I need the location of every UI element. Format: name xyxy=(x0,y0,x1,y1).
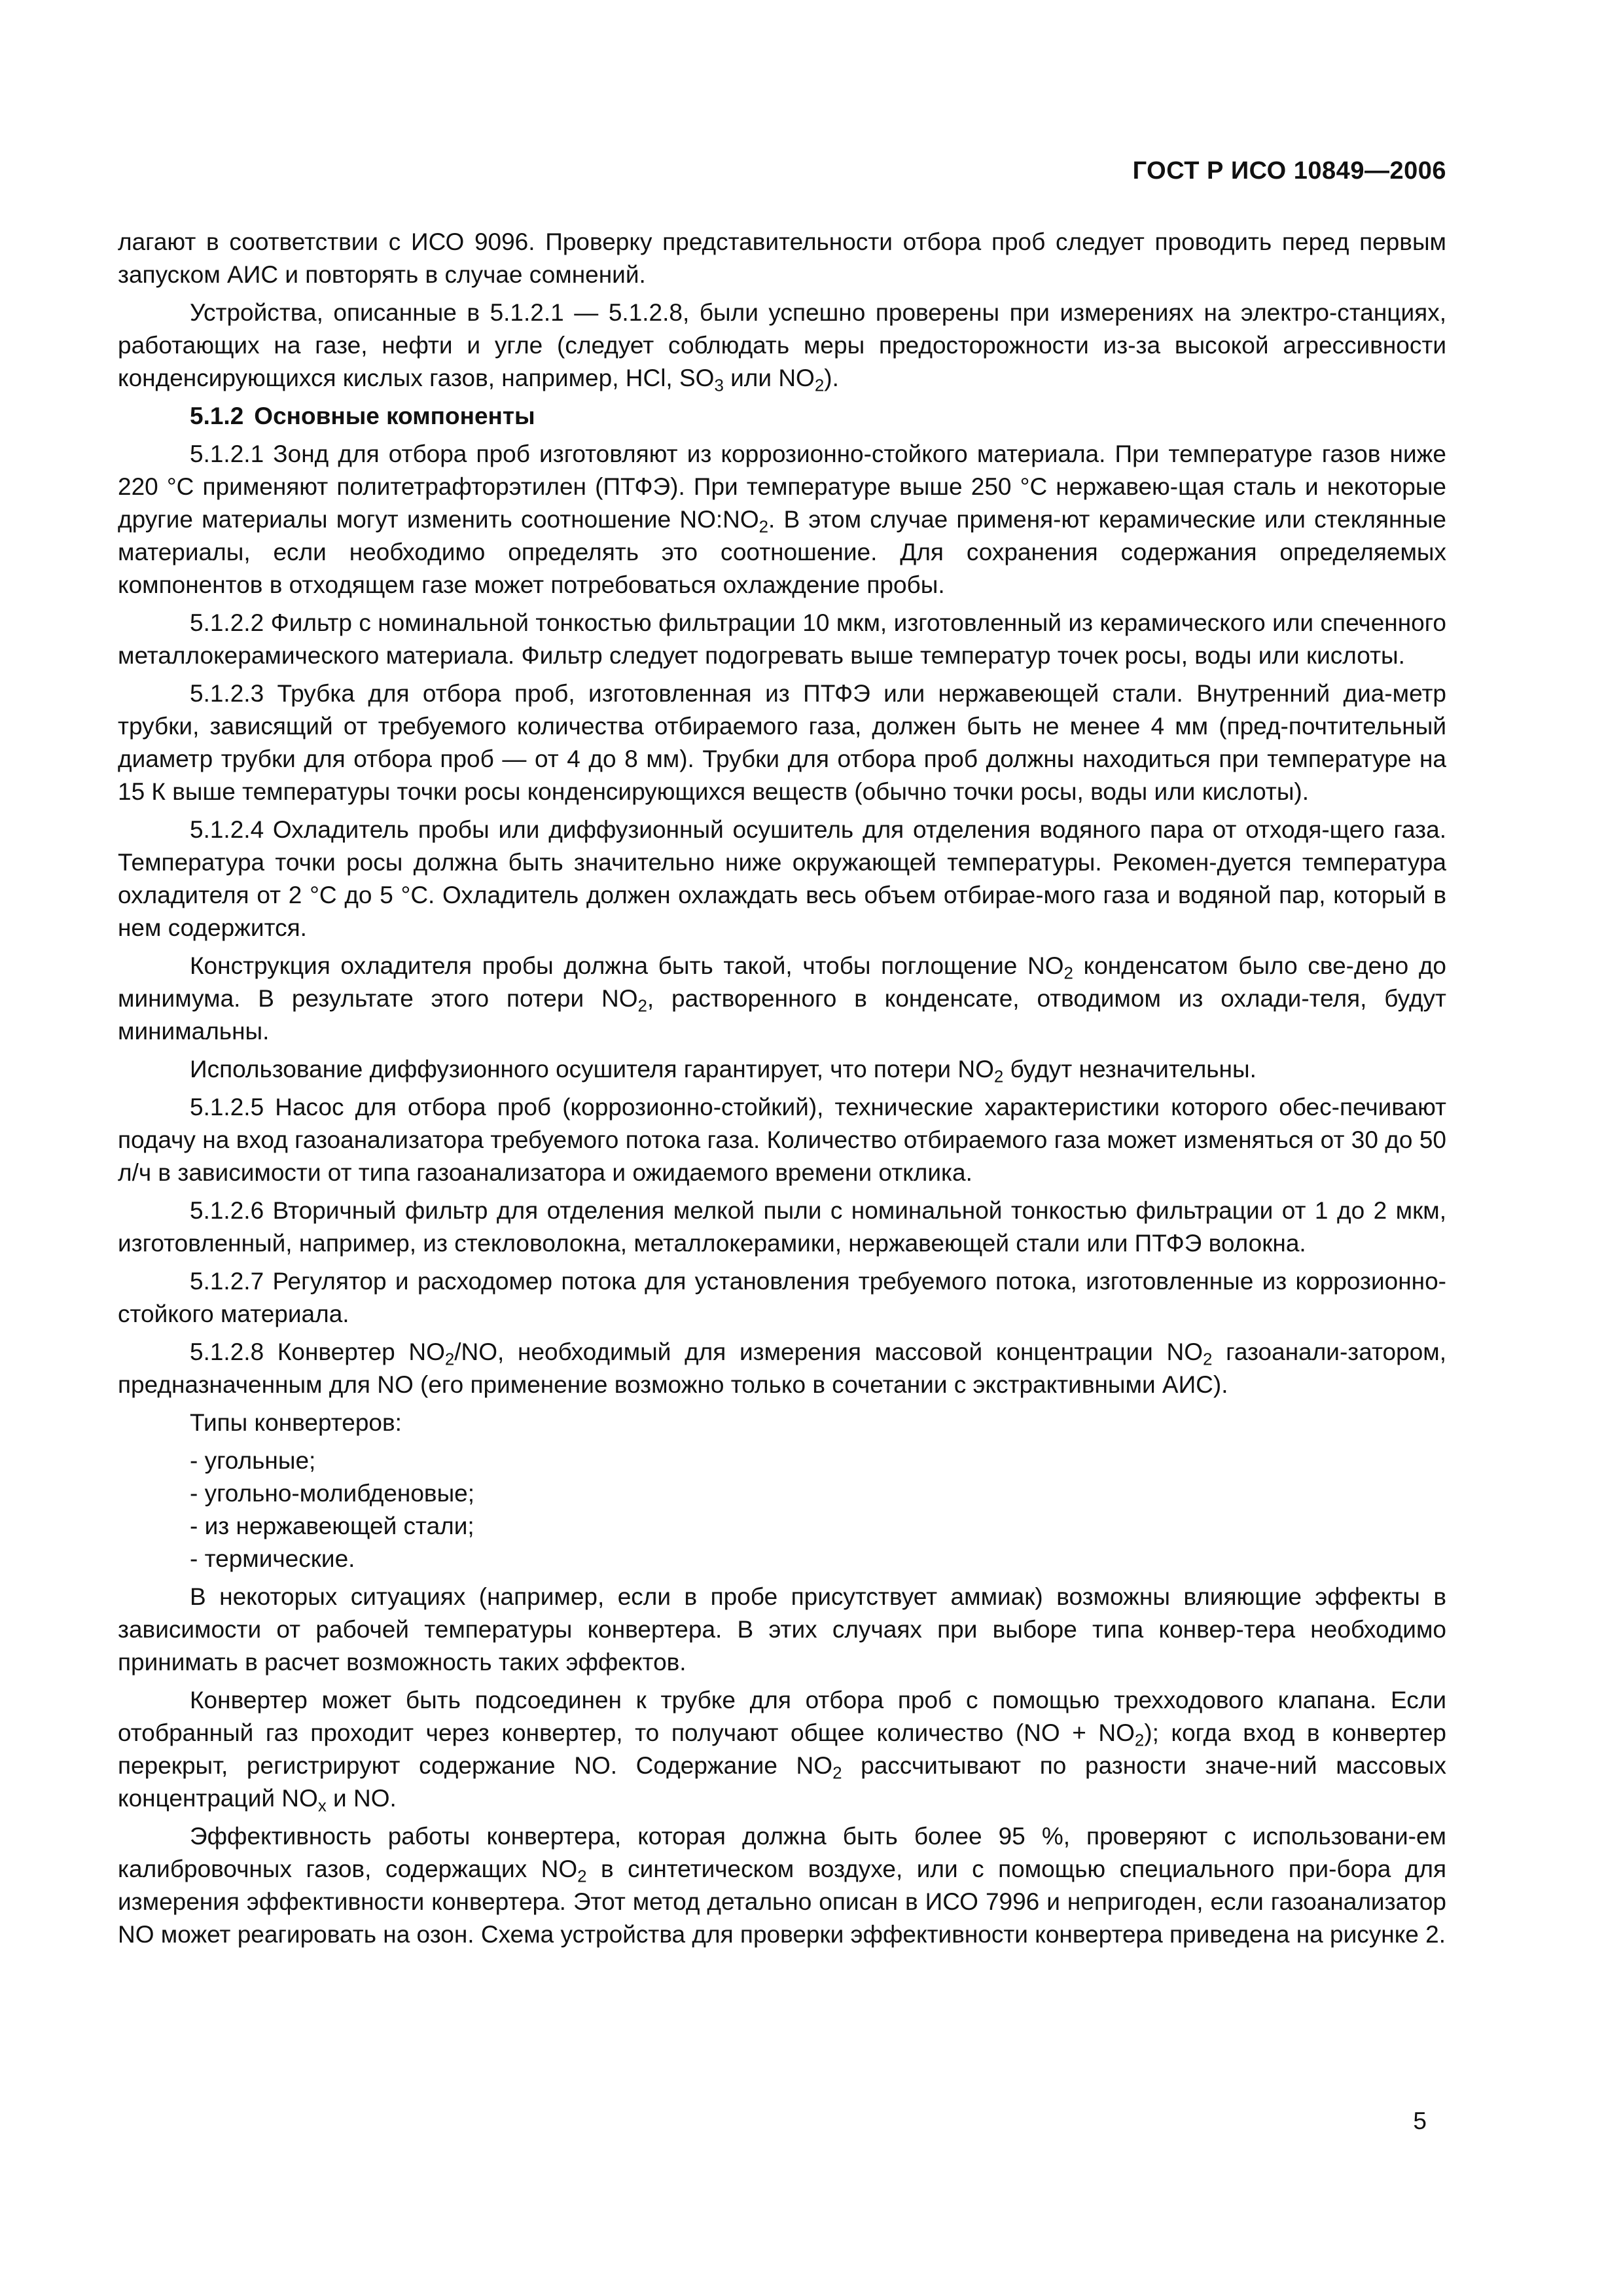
list-item: - угольно-молибденовые; xyxy=(190,1480,475,1507)
paragraph: 5.1.2.8 Конвертер $NO_2/NO$, необходимый для измерения массовой концентрации $NO_2$ газоанали-затором, предназначенным для NO (его применение возможно только в сочетании с экстрактивными АИС). xyxy=(118,1338,1446,1398)
paragraph: Конструкция охладителя пробы должна быть такой, чтобы поглощение $NO_2$ конденсатом было све-дено до минимума. В результате этого потери $NO_2$, растворенного в конденсате, отводимом из охлади-теля, будут минимальны. xyxy=(118,952,1446,1045)
paragraph: 5.1.2.5 Насос для отбора проб (коррозионно-стойкий), технические характеристики которого обес-печивают подачу на вход газоанализатора требуемого потока газа. Количество отбираемого газа может изменяться от 30 до 50 л/ч в зависимости от типа газоанализатора и ожидаемого времени отклика. xyxy=(118,1094,1446,1186)
paragraph: В некоторых ситуациях (например, если в пробе присутствует аммиак) возможны влияющие эффекты в зависимости от рабочей температуры конвертера. В этих случаях при выборе типа конвер-тера необходимо принимать в расчет возможность таких эффектов. xyxy=(118,1583,1446,1676)
page-number: 5 xyxy=(1413,2108,1427,2134)
paragraph: 5.1.2.6 Вторичный фильтр для отделения мелкой пыли с номинальной тонкостью фильтрации от 1 до 2 мкм, изготовленный, например, из стекловолокна, металлокерамики, нержавеющей стали или ПТФЭ волокна. xyxy=(118,1197,1446,1257)
paragraph: Устройства, описанные в 5.1.2.1 — 5.1.2.8, были успешно проверены при измерениях на электро-станциях, работающих на газе, нефти и угле (следует соблюдать меры предосторожности из-за высокой агрессивности конденсирующихся кислых газов, например, HCl, $SO_3$ или $NO_2$). xyxy=(118,299,1446,395)
paragraph: лагают в соответствии с ИСО 9096. Проверку представительности отбора проб следует проводить перед первым запуском АИС и повторять в случае сомнений. xyxy=(118,228,1446,288)
converter-types-list xyxy=(118,1444,1446,1575)
paragraph: 5.1.2.4 Охладитель пробы или диффузионный осушитель для отделения водяного пара от отходя-щего газа. Температура точки росы должна быть значительно ниже окружающей температуры. Рекомен-дуется температура охладителя от 2 °С до 5 °С. Охладитель должен охлаждать весь объем отбирае-мого газа и водяной пар, который в нем содержится. xyxy=(118,816,1446,941)
paragraph: 5.1.2.2 Фильтр с номинальной тонкостью фильтрации 10 мкм, изготовленный из керамического или спеченного металлокерамического материала. Фильтр следует подогревать выше температур точек росы, воды или кислоты. xyxy=(118,609,1446,669)
document-body xyxy=(118,226,1446,1956)
paragraph: Использование диффузионного осушителя гарантирует, что потери $NO_2$ будут незначительны. xyxy=(190,1056,1257,1086)
list-item: - из нержавеющей стали; xyxy=(190,1513,474,1539)
document-header: ГОСТ Р ИСО 10849—2006 xyxy=(1132,157,1446,185)
paragraph: 5.1.2.1 Зонд для отбора проб изготовляют из коррозионно-стойкого материала. При температуре газов ниже 220 °С применяют политетрафторэтилен (ПТФЭ). При температуре выше 250 °С нержавею-щая сталь и некоторые другие материалы могут изменить соотношение $NO:NO_2$. В этом случае применя-ют керамические или стеклянные материалы, если необходимо определять это соотношение. Для сохранения содержания определяемых компонентов в отходящем газе может потребоваться охлаждение пробы. xyxy=(118,440,1446,598)
paragraph: Типы конвертеров: xyxy=(190,1409,402,1436)
paragraph: 5.1.2.3 Трубка для отбора проб, изготовленная из ПТФЭ или нержавеющей стали. Внутренний диа-метр трубки, зависящий от требуемого количества отбираемого газа, должен быть не менее 4 мм (пред-почтительный диаметр трубки для отбора проб — от 4 до 8 мм). Трубки для отбора проб должны находиться при температуре на 15 К выше температуры точки росы конденсирующихся веществ (обычно точки росы, воды или кислоты). xyxy=(118,680,1446,805)
list-item: - термические. xyxy=(190,1545,355,1572)
paragraph: Эффективность работы конвертера, которая должна быть более 95 %, проверяют с использовани-ем калибровочных газов, содержащих $NO_2$ в синтетическом воздухе, или с помощью специального при-бора для измерения эффективности конвертера. Этот метод детально описан в ИСО 7996 и непригоден, если газоанализатор NO может реагировать на озон. Схема устройства для проверки эффективности конвертера приведена на рисунке 2. xyxy=(118,1823,1446,1948)
section-heading xyxy=(118,400,1446,433)
paragraph: Конвертер может быть подсоединен к трубке для отбора проб с помощью трехходового клапана. Если отобранный газ проходит через конвертер, то получают общее количество $(NO + NO_2)$; когда вход в конвертер перекрыт, регистрируют содержание NO. Содержание $NO_2$ рассчитывают по разности значе-ний массовых концентраций $NO_x$ и NO. xyxy=(118,1687,1447,1816)
section-number: 5.1.2 xyxy=(190,403,244,429)
section-title: Основные компоненты xyxy=(254,403,535,429)
list-item: - угольные; xyxy=(190,1447,316,1474)
paragraph: 5.1.2.7 Регулятор и расходомер потока для установления требуемого потока, изготовленные из коррозионно-стойкого материала. xyxy=(118,1268,1446,1327)
